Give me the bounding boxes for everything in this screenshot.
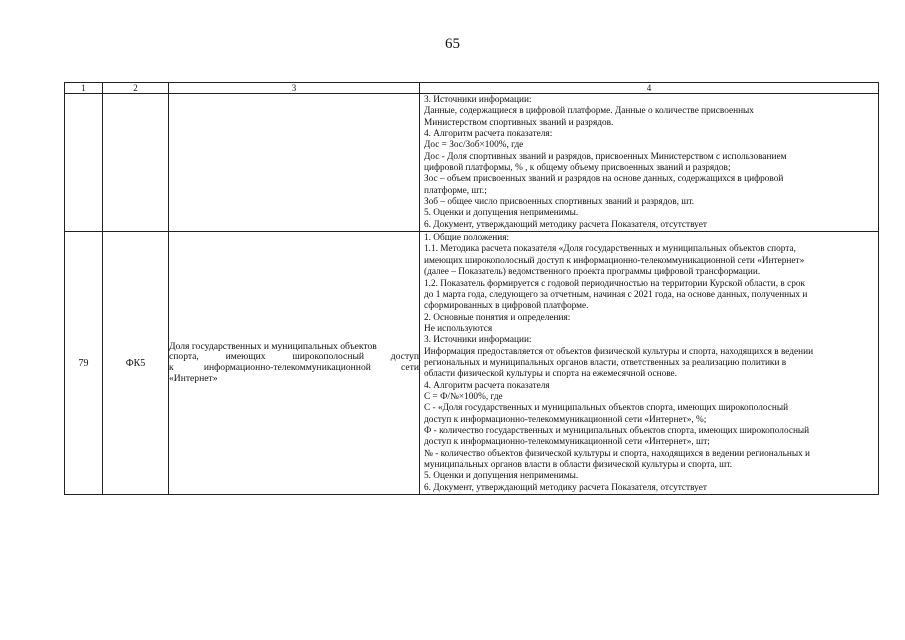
- method-line: сформированных в цифровой платформе.: [424, 301, 589, 312]
- row-code-cell: [103, 94, 169, 232]
- method-line: доступ к информационно-телекоммуникационной сети «Интернет», %;: [424, 414, 707, 425]
- method-line: Дос = Зос/Зоб×100%, где: [424, 140, 524, 151]
- header-col-1: 1: [65, 83, 103, 94]
- indicator-table: [64, 82, 879, 495]
- method-line: № - количество объектов физической культуры и спорта, находящихся в ведении региональных и: [424, 448, 811, 459]
- row-name-cell: [169, 232, 420, 495]
- table-row: [65, 232, 879, 495]
- method-line: региональных и муниципальных органов власти, ответственных за реализацию политики в: [424, 357, 787, 368]
- row-number-cell: 79: [65, 232, 103, 495]
- method-line: (далее – Показатель) ведомственного проекта программы цифровой трансформации.: [424, 267, 761, 278]
- method-line: 6. Документ, утверждающий методику расчета Показателя, отсутствует: [424, 482, 707, 493]
- row-code-cell: ФК5: [103, 232, 169, 495]
- table-header-row: [65, 83, 879, 94]
- method-line: 1.2. Показатель формируется с годовой периодичностью на территории Курской области, в срок: [424, 278, 806, 289]
- indicator-name-line: к информационно-телекоммуникационной сети: [169, 363, 419, 374]
- header-col-4: 4: [420, 83, 879, 94]
- method-line: Зоб – общее число присвоенных спортивных званий и разрядов, шт.: [424, 197, 695, 208]
- method-line: Дос - Доля спортивных званий и разрядов, присвоенных Министерством с использованием: [424, 151, 787, 162]
- method-line: 5. Оценки и допущения неприменимы.: [424, 208, 579, 219]
- method-line: 1.1. Методика расчета показателя «Доля государственных и муниципальных объектов спорта,: [424, 244, 796, 255]
- method-line: 2. Основные понятия и определения:: [424, 312, 571, 323]
- method-line: 6. Документ, утверждающий методику расчета Показателя, отсутствует: [424, 219, 707, 230]
- page-number: 65: [445, 36, 460, 52]
- method-line: Министерством спортивных званий и разрядов.: [424, 117, 614, 128]
- method-line: Не используются: [424, 323, 493, 334]
- row-method-cell: [420, 94, 879, 232]
- row-number-cell: [65, 94, 103, 232]
- method-line: 3. Источники информации:: [424, 95, 532, 105]
- method-line: платформе, шт.;: [424, 185, 487, 196]
- method-line: С = Ф/№×100%, где: [424, 391, 503, 402]
- header-col-2: 2: [103, 83, 169, 94]
- method-line: области физической культуры и спорта на ежемесячной основе.: [424, 369, 677, 380]
- method-line: Информация предоставляется от объектов физической культуры и спорта, находящихся в ведении: [424, 346, 814, 357]
- method-line: 4. Алгоритм расчета показателя: [424, 380, 550, 391]
- header-col-3: 3: [169, 83, 420, 94]
- table-row: [65, 94, 879, 232]
- indicator-name-line: спорта, имеющих широкополосный доступ: [169, 352, 419, 363]
- method-line: 5. Оценки и допущения неприменимы.: [424, 471, 579, 482]
- method-line: 3. Источники информации:: [424, 335, 532, 346]
- method-line: 1. Общие положения:: [424, 233, 510, 244]
- row-method-cell: [420, 232, 879, 495]
- indicator-name-line: «Интернет»: [169, 373, 218, 384]
- method-line: Ф - количество государственных и муниципальных объектов спорта, имеющих широкополосный: [424, 425, 810, 436]
- row-name-cell: [169, 94, 420, 232]
- method-line: Зос – объем присвоенных званий и разрядов на основе данных, содержащихся в цифровой: [424, 174, 784, 185]
- method-line: 4. Алгоритм расчета показателя:: [424, 129, 553, 140]
- method-line: доступ к информационно-телекоммуникационной сети «Интернет», шт;: [424, 437, 710, 448]
- method-line: имеющих широкополосный доступ к информационно-телекоммуникационной сети «Интернет»: [424, 255, 805, 266]
- method-line: до 1 марта года, следующего за отчетным, начиная с 2021 года, на основе данных, полученных и: [424, 289, 808, 300]
- method-line: Данные, содержащиеся в цифровой платформе. Данные о количестве присвоенных: [424, 106, 754, 117]
- method-line: цифровой платформы, % , к общему объему присвоенных званий и разрядов;: [424, 163, 731, 174]
- indicator-name-line: Доля государственных и муниципальных объектов: [169, 341, 377, 352]
- method-line: муниципальных органов власти в области физической культуры и спорта, шт.: [424, 460, 733, 470]
- method-line: С - «Доля государственных и муниципальных объектов спорта, имеющих широкополосный: [424, 403, 789, 414]
